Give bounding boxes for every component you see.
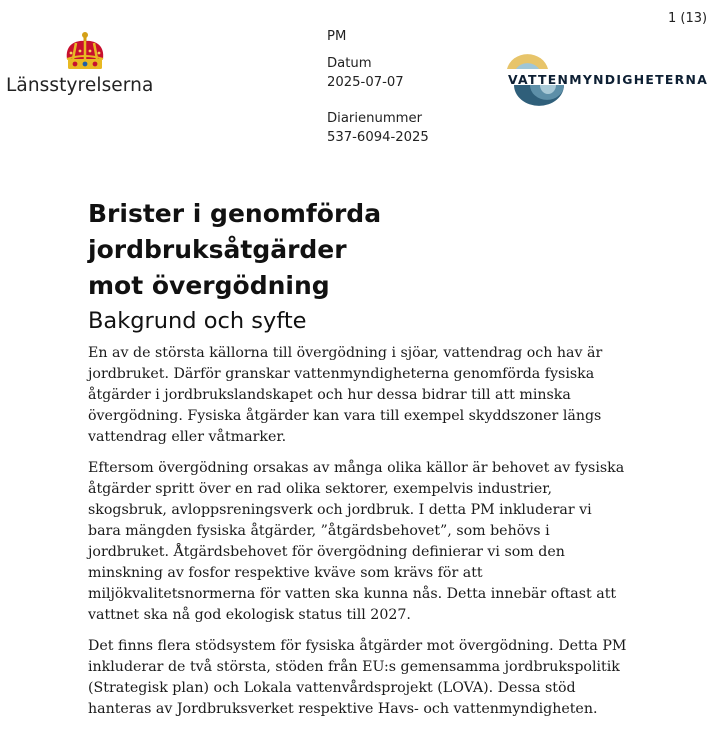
lansstyrelserna-wordmark: Länsstyrelserna (6, 75, 154, 96)
crown-icon (61, 31, 109, 75)
title-line-1: Brister i genomförda jordbruksåtgärder (88, 199, 382, 264)
document-title (88, 196, 648, 304)
diary-value: 537-6094-2025 (327, 130, 429, 145)
doc-type: PM (327, 29, 347, 44)
paragraph: Det finns flera stödsystem för fysiska åtgärder mot övergödning. Detta PM inkluderar de två största, stöden från EU:s gemensamma jordbrukspolitik (Strategisk plan) och Lokala vattenvårdsprojekt (LOVA). Dessa stöd hanteras av Jordbruksverket respektive Havs- och vattenmyndigheten. (88, 638, 627, 717)
date-value: 2025-07-07 (327, 75, 404, 90)
page-number: 1 (13) (668, 11, 708, 26)
diary-label: Diarienummer (327, 111, 423, 126)
paragraph: En av de största källorna till övergödning i sjöar, vattendrag och hav är jordbruket. Därför granskar vattenmyndigheterna genomförda fysiska åtgärder i jordbrukslandskapet och hur dessa bidrar till att minska övergödning. Fysiska åtgärder kan vara till exempel skyddszoner längs vattendrag eller våtmarker. (88, 345, 603, 445)
body-text (88, 343, 628, 730)
lansstyrelserna-logo (6, 31, 171, 103)
vattenmyndigheterna-wordmark: VATTENMYNDIGHETERNA (508, 72, 709, 87)
vattenmyndigheterna-logo (504, 54, 717, 109)
date-label: Datum (327, 56, 372, 71)
title-line-2: mot övergödning (88, 271, 330, 300)
paragraph: Eftersom övergödning orsakas av många olika källor är behovet av fysiska åtgärder spritt över en rad olika sektorer, exempelvis industrier, skogsbruk, avloppsreningsverk och jordbruk. I detta PM inkluderar vi bara mängden fysiska åtgärder, ”åtgärdsbehovet”, som behövs i jordbruket. Åtgärdsbehovet för övergödning definierar vi som den minskning av fosfor respektive kväve som krävs för att miljökvalitetsnormerna för vatten ska kunna nås. Detta innebär oftast att vattnet ska nå god ekologisk status till 2027. (88, 460, 625, 623)
section-heading: Bakgrund och syfte (88, 308, 307, 334)
